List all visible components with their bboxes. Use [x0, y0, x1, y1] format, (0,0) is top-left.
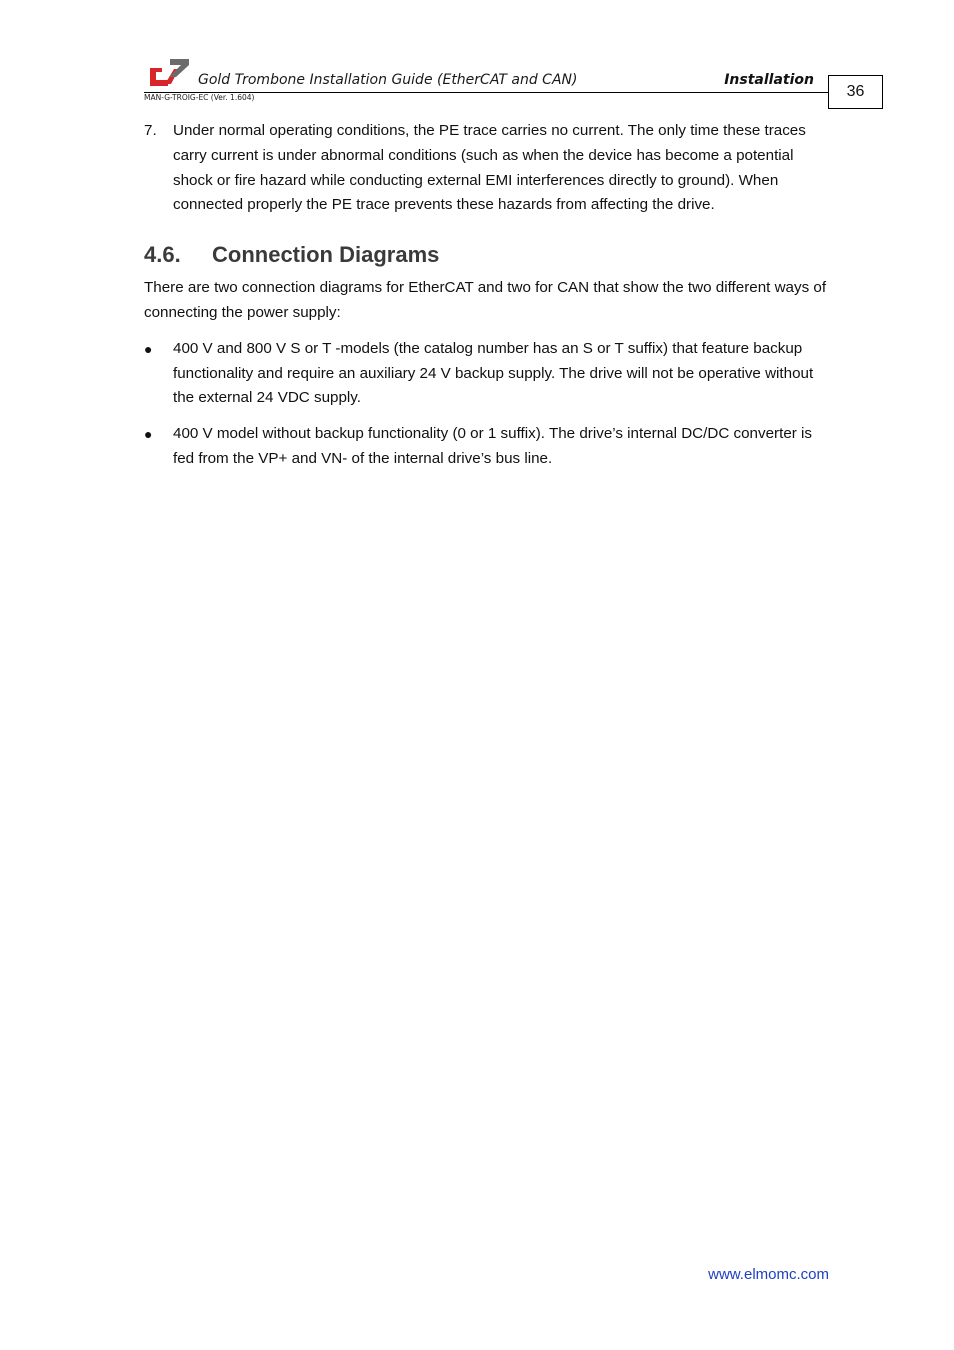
numbered-list-item [144, 119, 828, 218]
section-heading [144, 240, 828, 270]
list-item [144, 422, 828, 472]
website-link[interactable]: www.elmomc.com [708, 1266, 829, 1283]
list-item-number: 7. [144, 122, 157, 139]
list-item [144, 337, 828, 411]
page-body [144, 119, 828, 472]
elmo-logo-icon [148, 57, 190, 89]
document-id: MAN-G-TROIG-EC (Ver. 1.604) [144, 93, 255, 102]
list-item-text: Under normal operating conditions, the PE trace carries no current. The only time these traces carry current is under abnormal conditions (such as when the device has become a potential shock or fire hazard while conducting external EMI interferences directly to ground). When connected properly the PE trace prevents these hazards from affecting the drive. [173, 122, 806, 214]
section-intro-paragraph: There are two connection diagrams for EtherCAT and two for CAN that show the two different ways of connecting the power supply: [144, 279, 827, 321]
section-title: Connection Diagrams [212, 242, 440, 268]
bullet-list [144, 337, 828, 472]
bullet-text: 400 V model without backup functionality (0 or 1 suffix). The drive’s internal DC/DC converter is fed from the VP+ and VN- of the internal drive’s bus line. [173, 425, 813, 467]
chapter-title: Installation [724, 72, 814, 88]
bullet-dot-icon: ● [144, 340, 153, 357]
document-title: Gold Trombone Installation Guide (EtherCAT and CAN) [198, 72, 578, 88]
page-number: 36 [828, 75, 883, 109]
bullet-dot-icon: ● [144, 426, 153, 443]
bullet-text: 400 V and 800 V S or T -models (the catalog number has an S or T suffix) that feature backup functionality and require an auxiliary 24 V backup supply. The drive will not be operative without the external 24 VDC supply. [173, 339, 814, 407]
section-number: 4.6. [144, 242, 181, 268]
